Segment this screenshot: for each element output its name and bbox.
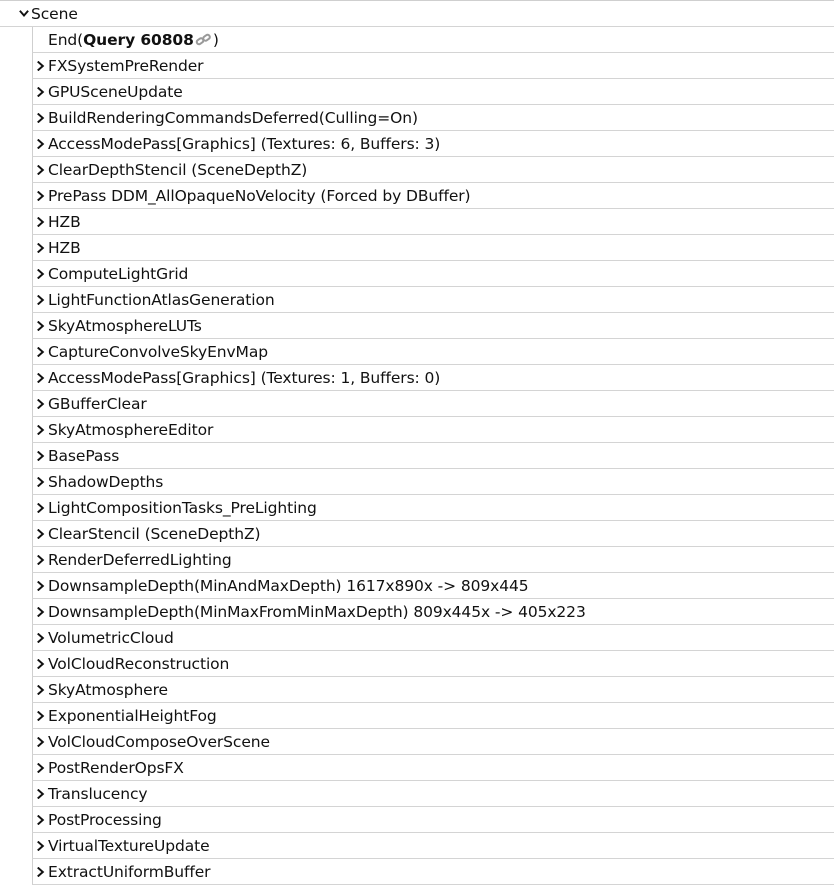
- tree-node-scene[interactable]: [0, 1, 834, 27]
- tree-node[interactable]: [32, 495, 834, 521]
- chevron-right-icon[interactable]: [35, 105, 47, 131]
- tree-node[interactable]: [32, 807, 834, 833]
- chevron-right-icon[interactable]: [35, 807, 47, 833]
- chevron-right-icon[interactable]: [35, 391, 47, 417]
- chevron-right-icon[interactable]: [35, 495, 47, 521]
- chevron-right-icon[interactable]: [35, 287, 47, 313]
- tree-node-label: PrePass DDM_AllOpaqueNoVelocity (Forced by DBuffer): [48, 186, 471, 205]
- tree-node[interactable]: [32, 703, 834, 729]
- tree-node[interactable]: [32, 131, 834, 157]
- chevron-down-icon[interactable]: [18, 1, 30, 27]
- chevron-right-icon[interactable]: [35, 339, 47, 365]
- tree-node-label: BuildRenderingCommandsDeferred(Culling=On): [48, 108, 418, 127]
- tree-node[interactable]: [32, 157, 834, 183]
- chevron-right-icon[interactable]: [35, 651, 47, 677]
- tree-node[interactable]: [32, 521, 834, 547]
- chevron-right-icon[interactable]: [35, 521, 47, 547]
- chevron-right-icon[interactable]: [35, 157, 47, 183]
- tree-node-label: AccessModePass[Graphics] (Textures: 6, Buffers: 3): [48, 134, 441, 153]
- chevron-right-icon[interactable]: [35, 131, 47, 157]
- end-prefix: End(: [48, 30, 84, 49]
- tree-node-label: VolumetricCloud: [48, 628, 174, 647]
- chevron-right-icon[interactable]: [35, 209, 47, 235]
- tree-node[interactable]: [32, 625, 834, 651]
- tree-node-label: SkyAtmosphere: [48, 680, 168, 699]
- chevron-right-icon[interactable]: [35, 417, 47, 443]
- tree-node[interactable]: [32, 183, 834, 209]
- tree-node[interactable]: [32, 53, 834, 79]
- tree-node-label: Translucency: [48, 784, 148, 803]
- tree-node-label: AccessModePass[Graphics] (Textures: 1, Buffers: 0): [48, 368, 441, 387]
- tree-node-label: HZB: [48, 212, 81, 231]
- tree-node-label: RenderDeferredLighting: [48, 550, 232, 569]
- tree-node[interactable]: [32, 859, 834, 885]
- tree-node[interactable]: [32, 287, 834, 313]
- chevron-right-icon[interactable]: [35, 859, 47, 885]
- tree-node[interactable]: [32, 391, 834, 417]
- chevron-right-icon[interactable]: [35, 443, 47, 469]
- chevron-right-icon[interactable]: [35, 755, 47, 781]
- chevron-right-icon[interactable]: [35, 365, 47, 391]
- chevron-right-icon[interactable]: [35, 625, 47, 651]
- tree-node-label: ExtractUniformBuffer: [48, 862, 211, 881]
- tree-node-label: SkyAtmosphereEditor: [48, 420, 214, 439]
- chevron-right-icon[interactable]: [35, 573, 47, 599]
- tree-node[interactable]: [32, 313, 834, 339]
- tree-node-label: LightFunctionAtlasGeneration: [48, 290, 275, 309]
- tree-node-label: ClearStencil (SceneDepthZ): [48, 524, 261, 543]
- tree-node-label: DownsampleDepth(MinMaxFromMinMaxDepth) 809x445x -> 405x223: [48, 602, 586, 621]
- tree-node-label: DownsampleDepth(MinAndMaxDepth) 1617x890x -> 809x445: [48, 576, 529, 595]
- tree-node[interactable]: [32, 339, 834, 365]
- chevron-right-icon[interactable]: [35, 599, 47, 625]
- tree-node[interactable]: [32, 599, 834, 625]
- tree-node[interactable]: [32, 365, 834, 391]
- tree-node-label: PostRenderOpsFX: [48, 758, 184, 777]
- tree-node[interactable]: [32, 677, 834, 703]
- tree-node-label: PostProcessing: [48, 810, 162, 829]
- tree-node-label: BasePass: [48, 446, 120, 465]
- chevron-right-icon[interactable]: [35, 313, 47, 339]
- tree-node[interactable]: [32, 755, 834, 781]
- tree-node-label: LightCompositionTasks_PreLighting: [48, 498, 317, 517]
- end-suffix: ): [212, 30, 219, 49]
- chevron-right-icon[interactable]: [35, 469, 47, 495]
- tree-node-label: FXSystemPreRender: [48, 56, 204, 75]
- tree-node-label: GPUSceneUpdate: [48, 82, 183, 101]
- chevron-right-icon[interactable]: [35, 781, 47, 807]
- tree-node-label: ComputeLightGrid: [48, 264, 189, 283]
- tree-node[interactable]: [32, 417, 834, 443]
- tree-node-label: ClearDepthStencil (SceneDepthZ): [48, 160, 308, 179]
- tree-node-label: VirtualTextureUpdate: [48, 836, 210, 855]
- chevron-right-icon[interactable]: [35, 729, 47, 755]
- chevron-right-icon[interactable]: [35, 703, 47, 729]
- tree-node[interactable]: [32, 261, 834, 287]
- tree-node[interactable]: [32, 235, 834, 261]
- chevron-right-icon[interactable]: [35, 53, 47, 79]
- tree-node[interactable]: [32, 469, 834, 495]
- link-icon[interactable]: [195, 33, 212, 47]
- chevron-right-icon[interactable]: [35, 677, 47, 703]
- tree-node-label: GBufferClear: [48, 394, 147, 413]
- tree-node[interactable]: [32, 729, 834, 755]
- tree-node-label: SkyAtmosphereLUTs: [48, 316, 202, 335]
- query-label: Query 60808: [83, 30, 194, 49]
- chevron-right-icon[interactable]: [35, 79, 47, 105]
- tree-node[interactable]: [32, 781, 834, 807]
- tree-node-end[interactable]: [32, 27, 834, 53]
- tree-node[interactable]: [32, 443, 834, 469]
- tree-node-label: ExponentialHeightFog: [48, 706, 217, 725]
- tree-node[interactable]: [32, 833, 834, 859]
- chevron-right-icon[interactable]: [35, 833, 47, 859]
- tree-node[interactable]: [32, 105, 834, 131]
- tree-node-label: VolCloudReconstruction: [48, 654, 230, 673]
- tree-node[interactable]: [32, 547, 834, 573]
- chevron-right-icon[interactable]: [35, 547, 47, 573]
- tree-node-label: CaptureConvolveSkyEnvMap: [48, 342, 268, 361]
- tree-node[interactable]: [32, 209, 834, 235]
- tree-node-label: HZB: [48, 238, 81, 257]
- chevron-right-icon[interactable]: [35, 261, 47, 287]
- chevron-right-icon[interactable]: [35, 183, 47, 209]
- chevron-right-icon[interactable]: [35, 235, 47, 261]
- tree-node[interactable]: [32, 573, 834, 599]
- tree-node-label: Scene: [31, 4, 78, 23]
- tree-node[interactable]: [32, 79, 834, 105]
- tree-node-label: ShadowDepths: [48, 472, 164, 491]
- tree-node-label: VolCloudComposeOverScene: [48, 732, 270, 751]
- tree-node[interactable]: [32, 651, 834, 677]
